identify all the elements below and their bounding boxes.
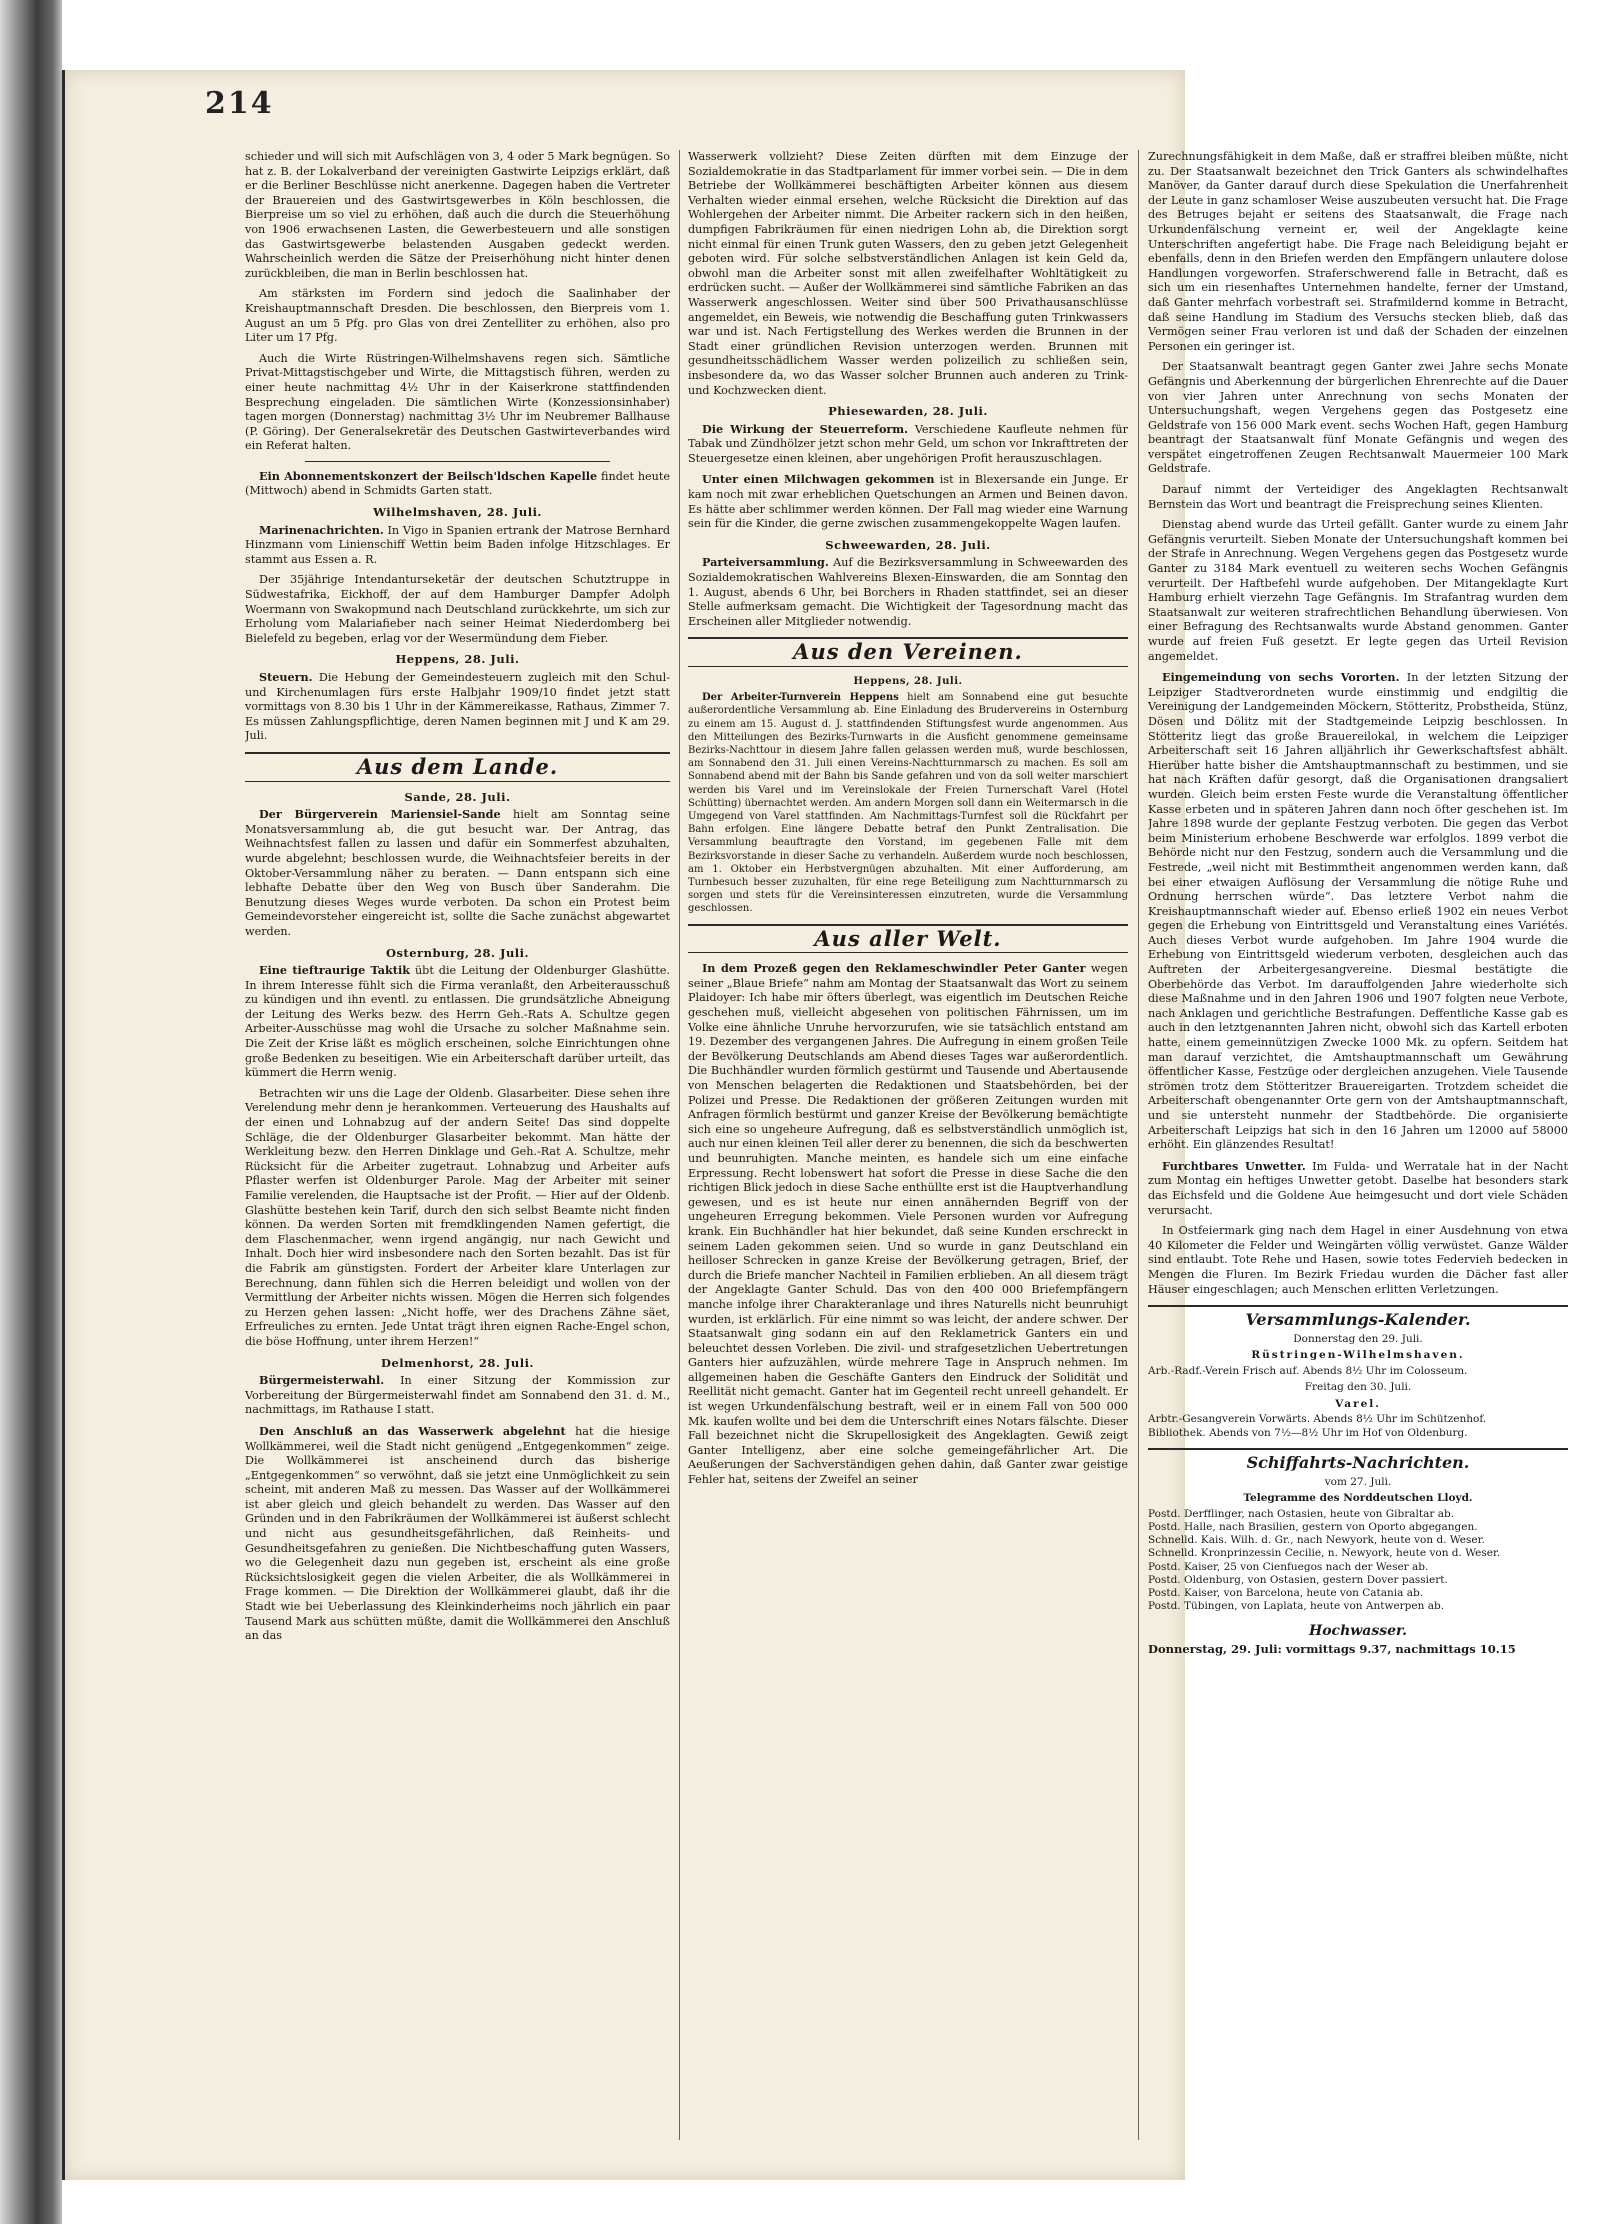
dateline: Schweewarden, 28. Juli. bbox=[825, 537, 991, 552]
headline: Parteiversammlung. bbox=[702, 555, 829, 570]
headline: Die Wirkung der Steuerreform. bbox=[702, 421, 909, 436]
intro-paragraph: Auch die Wirte Rüstringen-Wilhelmshavens regen sich. Sämtliche Privat-Mittagstischgeber und Wirte, die Mittagstisch führen, werden zu einer heute nachmittag 4½ Uhr in der Kaiserkrone stattfindenden Besprechung eingeladen. Die sämtlichen Wirte (Konzessionsinhaber) tagen morgen (Donnerstag) nachmittag 3½ Uhr im Neubremer Ballhause (P. Göring). Der Generalsekretär des Deutschen Gastwirteverbandes wird ein Referat halten. bbox=[245, 351, 670, 453]
intro-paragraph: schieder und will sich mit Aufschlägen von 3, 4 oder 5 Mark begnügen. So hat z. B. der Lokalverband der vereinigten Gastwirte Leipzigs erklärt, daß er die Berliner Beschlüsse nicht anerkenne. Dagegen haben die Vertreter der Brauereien und des Gastwirtsgewerbes in Köln beschlossen, die Bierpreise um so viel zu erhöhen, daß auch die durch die Steuerhöhung von 1906 erwachsenen Lasten, die Gewerbesteuern und alle sonstigen das Gastwirtsgewerbe belastenden Ausgaben gedeckt werden. Wahrscheinlich werden die Sätze der Preiserhöhung nicht hinter denen zurückbleiben, die man in Berlin beschlossen hat. bbox=[245, 150, 670, 280]
article-turnverein bbox=[688, 691, 1128, 915]
article-concert bbox=[245, 469, 670, 499]
calendar-entry: Arb.-Radf.-Verein Frisch auf. Abends 8½ Uhr im Colosseum. bbox=[1148, 1364, 1468, 1377]
article-steuern bbox=[245, 670, 670, 744]
high-water-heading: Hochwasser. bbox=[1308, 1622, 1408, 1639]
divider bbox=[305, 461, 610, 462]
shipping-line: Postd. Oldenburg, von Ostasien, gestern Dover passiert. bbox=[1148, 1573, 1448, 1586]
article-buergermeister bbox=[245, 1373, 670, 1418]
article-unwetter bbox=[1148, 1159, 1568, 1218]
article-text: hielt am Sonntag seine Monatsversammlung ab, die gut besucht war. Der Antrag, das Weihnachtsfest fallen zu lassen und dafür ein Sommerfest abzuhalten, wurde abgelehnt; beschlossen wurde, die Weihnachtsfeier bereits in der Oktober-Versammlung näher zu beraten. — Dann entspann sich eine lebhafte Debatte über den Weg von Busch über Sanderahm. Die Benutzung dieses Weges wurde verboten. Da schon ein Protest beim Gemeindevorsteher eingereicht ist, sollte die Sache zunächst abgewartet werden. bbox=[245, 808, 670, 938]
shipping-heading: Schiffahrts-Nachrichten. bbox=[1148, 1448, 1568, 1471]
article-ganter bbox=[688, 961, 1128, 1487]
article-text: hat die hiesige Wollkämmerei, weil die Stadt nicht genügend „Entgegenkommen“ zeige. Die Wollkämmerei ist anscheinend durch das bisherige „Entgegenkommen“ so verwöhnt, daß sie jetzt eine Unmöglichkeit zu sein scheint, mit anderen Maß zu messen. Das Wasser auf der Wollkämmerei ist aber gleich und gleich behandelt zu werden. Das Wasser auf den Gründen und in den Fabrikräumen der Wollkämmerei ist äußerst schlecht und nicht aus gesundheitsgefährlichen, daß Reinheits- und Gesundheitsgefahren zu genießen. Die Nichtbeschaffung guten Wassers, wo die Gelegenheit dazu nun gegeben ist, erscheint als eine große Rücksichtslosigkeit gegen die vielen Arbeiter, die als Wollkämmerei in Frage kommen. — Die Direktion der Wollkämmerei glaubt, daß ihr die Stadt wie bei Ueberlassung des Kleinkinderheims noch jährlich ein paar Tausend Mark aus schütten müßte, damit die Wollkämmerei den Anschluß an das bbox=[245, 1424, 670, 1643]
article-text: hielt am Sonnabend eine gut besuchte außerordentliche Versammlung ab. Eine Einladung des Brudervereins in Osternburg zu einem am 15. August d. J. stattfindenden Stiftungsfest wurde angenommen. Aus den Mitteilungen des Bezirks-Turnwarts in die Ausficht genommene gemeinsame Bezirks-Nachttour in diesem Jahre fallen gelassen werden muß, wurde beschlossen, am Sonnabend den 31. Juli einen Vereins-Nachtturnmarsch zu machen. Es soll am Sonnabend abend mit der Bahn bis Sande gefahren und von da soll weiter marschiert werden bis Varel und im Vereinslokale der Freien Turnerschaft Varel (Hotel Schütting) übernachtet werden. Am andern Morgen soll dann ein Weitermarsch in die Umgegend von Varel stattfinden. Am Nachmittags-Turnfest soll die Rückfahrt per Bahn erfolgen. Eine längere Debatte betraf den Punkt Zentralisation. Die Versammlung beauftragte den Vorstand, im gegebenen Falle mit dem Bezirksvorstande in dieser Sache zu verhandeln. Außerdem wurde noch beschlossen, am 1. Oktober ein Herbstvergnügen abzuhalten. Mit einer Aufforderung, am Turnbesuch besser zuzuhalten, für eine rege Beteiligung zum Nachtturnmarsch zu sorgen und stets für die Vereinsinteressen einzutreten, wurde die Versammlung geschlossen. bbox=[688, 692, 1128, 915]
intro-paragraph: Dienstag abend wurde das Urteil gefällt. Ganter wurde zu einem Jahr Gefängnis verurteilt. Sieben Monate der Untersuchungshaft kommen bei der Strafe in Anrechnung. Wegen Vergehens gegen das Postgesetz wurde Ganter zu 3184 Mark eventuell zu weiteren sechs Wochen Gefängnis verurteilt. Der Haftbefehl wurde aufgehoben. Der Mitangeklagte Kurt Hamburg erhielt vierzehn Tage Gefängnis. Im Strafantrag wurden dem Staatsanwalt zur weiteren strafrechtlichen Behandlung überwiesen. Von einer Befragung des Rechtsanwalts wurde Abstand genommen. Ganter wurde auf freien Fuß gesetzt. Er legte gegen das Urteil Revision angemeldet. bbox=[1148, 518, 1568, 663]
article-milchwagen bbox=[688, 472, 1128, 531]
dateline: Heppens, 28. Juli. bbox=[853, 676, 963, 687]
article-text: Im Fulda- und Werratale hat in der Nacht zum Montag ein heftiges Unwetter getobt. Daselbe hat besonders stark das Eichsfeld und die Goldene Aue heimgesucht und dort viele Schäden verursacht. bbox=[1148, 1159, 1568, 1217]
article-text: wegen seiner „Blaue Briefe“ nahm am Montag der Staatsanwalt das Wort zu seinem Plaidoyer: Ich habe mir öfters überlegt, was eigentlich im Deutschen Reiche geschehen muß, vielleicht abgesehen von politischen Fährnissen, um im Volke eine ähnliche Unruhe hervorzurufen, wie sie tatsächlich entstand am 19. Dezember des vergangenen Jahres. Die Aufregung in einem großen Teile der Bevölkerung Deutschlands am Abend dieses Tages war außerordentlich. Die Buchhändler wurden förmlich gestürmt und Tausende und Abertausende von Menschen belagerten die Redaktionen und Staatsbehörden, bei der Polizei und Presse. Die Redaktionen der größeren Zeitungen wurden mit Anfragen förmlich bestürmt und ganzer Kreise der Bevölkerung bemächtigte sich eine so ungeheure Aufregung, daß es selbstverständlich unmöglich ist, auch nur einen kleinen Teil aller derer zu benennen, die sich da beschwerten und beunruhigten. Manche meinten, es handele sich um eine einfache Erpressung. Recht lobenswert hat sofort die Presse in diese Sache die den richtigen Blick jedoch in diese Sache enthüllte erst ist die Hauptverhandlung gewesen, und es ist heute nur einen annähernden Begriff von der ungeheuren Erregung bekommen. Viele Personen wurden vor Aufregung krank. Ein Buchhändler hat hier bekundet, daß seine Kunden erschreckt in seinem Laden gekommen seien. Und so wurde in ganz Deutschland ein heilloser Schrecken in ganze Kreise der Bevölkerung getragen, Brief, der durch die Briefe mancher Nachteil in Familien erblieben. An all diesem trägt der Angeklagte Ganter Schuld. Das von den 400 000 Briefempfängern manche infolge ihrer Charakteranlage und ihres Naturells nicht beunruhigt wurden, ist erklärlich. Für eine nimmt so was leicht, der andere schwer. Der Staatsanwalt ging sodann ein auf den Reklametrick Ganters ein und beleuchtet dessen Vorleben. Die zivil- und strafgesetzlichen Uebertretungen Ganters hier aufzuzählen, würde mehrere Tage in Anspruch nehmen. Im allgemeinen haben die Geschäfte Ganters den Eindruck der Solidität und Reellität nicht gemacht. Ganter hat im Gegenteil recht unreell gehandelt. Er ist wegen Urkundenfälschung bestraft, weil er in einem Fall von 500 000 Mk. kaufen wollte und bei dem die Unterschrift eines Notars fälschte. Dieser Fall bezeichnet nicht die Skrupellosigkeit des Angeklagten. Gewiß zeigt Ganter Intelligenz, aber eine solche gemeingefährlicher Art. Die Aeußerungen der Sachverständigen gehen dahin, daß Ganter zwar geistige Fehler hat, seitens der Zweifel an seiner bbox=[688, 962, 1128, 1487]
shipping-subheading: Telegramme des Norddeutschen Lloyd. bbox=[1243, 1492, 1473, 1505]
shipping-line: Schnelld. Kais. Wilh. d. Gr., nach Newyork, heute von d. Weser. bbox=[1148, 1534, 1485, 1547]
article-osternburg bbox=[245, 963, 670, 1081]
high-water-line: Donnerstag, 29. Juli: vormittags 9.37, nachmittags 10.15 bbox=[1148, 1642, 1516, 1657]
headline: Unter einen Milchwagen gekommen bbox=[702, 472, 935, 487]
headline: Den Anschluß an das Wasserwerk abgelehnt bbox=[259, 1423, 566, 1438]
column-3 bbox=[1148, 150, 1568, 2100]
headline: In dem Prozeß gegen den Reklameschwindler Peter Ganter bbox=[702, 961, 1086, 976]
shipping-line: Schnelld. Kronprinzessin Cecilie, n. Newyork, heute von d. Weser. bbox=[1148, 1547, 1501, 1560]
dateline: Delmenhorst, 28. Juli. bbox=[381, 1355, 534, 1370]
article-paragraph: In Ostfeiermark ging nach dem Hagel in einer Ausdehnung von etwa 40 Kilometer die Felder und Weingärten völlig verwüstet. Ganze Wälder sind entlaubt. Tote Rehe und Hasen, sowie totes Federvieh bedecken in Mengen die Fluren. Im Bezirk Friedau wurden die Dächer fast aller Häuser eingeschlagen; auch Menschen erlitten Verletzungen. bbox=[1148, 1224, 1568, 1296]
headline: Der Arbeiter-Turnverein Heppens bbox=[702, 692, 899, 704]
headline: Ein Abonnementskonzert der Beilsch'ldschen Kapelle bbox=[259, 468, 598, 483]
dateline: Phiesewarden, 28. Juli. bbox=[828, 404, 988, 419]
shipping-line: Postd. Derfflinger, nach Ostasien, heute von Gibraltar ab. bbox=[1148, 1507, 1455, 1520]
headline: Eine tieftraurige Taktik bbox=[259, 963, 410, 978]
article-paragraph: Der 35jährige Intendanturseketär der deutschen Schutztruppe in Südwestafrika, Eickhoff, der auf dem Hamburger Dampfer Adolph Woermann von Swakopmund nach Deutschland zurückkehrte, um sich zur Erholung vom Malariafieber nach seiner Heimat Niederdomberg bei Bielefeld zu begeben, erlag vor der Wesermündung dem Fieber. bbox=[245, 573, 670, 645]
article-eingemeindung bbox=[1148, 670, 1568, 1153]
headline: Furchtbares Unwetter. bbox=[1162, 1158, 1306, 1173]
article-text: findet heute (Mittwoch) abend in Schmidts Garten statt. bbox=[245, 469, 670, 498]
shipping-line: Postd. Halle, nach Brasilien, gestern von Oporto abgegangen. bbox=[1148, 1521, 1478, 1534]
book-binding bbox=[0, 0, 62, 2224]
headline: Bürgermeisterwahl. bbox=[259, 1373, 385, 1388]
dateline: Wilhelmshaven, 28. Juli. bbox=[373, 505, 542, 520]
intro-paragraph: Darauf nimmt der Verteidiger des Angeklagten Rechtsanwalt Bernstein das Wort und beantragt die Freisprechung seines Klienten. bbox=[1148, 483, 1568, 511]
section-heading: Aus den Vereinen. bbox=[688, 637, 1128, 667]
headline: Der Bürgerverein Mariensiel-Sande bbox=[259, 807, 501, 822]
calendar-heading: Versammlungs-Kalender. bbox=[1148, 1305, 1568, 1328]
intro-paragraph: Wasserwerk vollzieht? Diese Zeiten dürften mit dem Einzuge der Sozialdemokratie in das Stadtparlament für immer vorbei sein. — Die in dem Betriebe der Wollkämmerei beschäftigten Arbeiter können aus diesem Verhalten wieder einmal ersehen, welche Rücksicht die Direktion auf das Wohlergehen der Arbeiter nimmt. Die Arbeiter rackern sich in den heißen, dumpfigen Fabrikräumen für einen niedrigen Lohn ab, die Direktion sorgt nicht einmal für einen Trunk guten Wassers, den zu geben jetzt Gelegenheit geboten wird. Für solche selbstverständlichen Anlagen ist kein Geld da, obwohl man die Arbeiter sonst mit allen zweifelhafter Wohltätigkeit zu erdrücken sucht. — Außer der Wollkämmerei sind sämtliche Fabriken an das Wasserwerk angeschlossen. Weiter sind über 500 Privathausanschlüsse angemeldet, ein Beweis, wie notwendig die Beschaffung guten Trinkwassers war und ist. Nach Fertigstellung des Werkes werden die Brunnen in der Stadt einer gründlichen Revision unterzogen werden. Brunnen mit gesundheitsschädlichem Wasser werden polizeilich zu schließen sein, insbesondere da, wo das Wasser solcher Brunnen auch anderen zu Trink- und Kochzwecken dient. bbox=[688, 150, 1128, 397]
shipping-date: vom 27. Juli. bbox=[1324, 1475, 1392, 1488]
page-number: 214 bbox=[205, 86, 274, 121]
column-1 bbox=[245, 150, 670, 2150]
article-steuerreform bbox=[688, 422, 1128, 467]
intro-paragraph: Am stärksten im Fordern sind jedoch die Saalinhaber der Kreishauptmannschaft Dresden. Die beschlossen, den Bierpreis vom 1. August an um 5 Pfg. pro Glas von drei Zentelliter zu erhöhen, also pro Liter um 17 Pfg. bbox=[245, 287, 670, 345]
article-marine bbox=[245, 523, 670, 568]
article-partei bbox=[688, 555, 1128, 629]
article-text: Verschiedene Kaufleute nehmen für Tabak und Zündhölzer jetzt schon mehr Geld, um schon vor Inkrafttreten der Steuergesetze einen kleinen, aber ungehörigen Profit herauszuschlagen. bbox=[688, 422, 1128, 465]
intro-paragraph: Zurechnungsfähigkeit in dem Maße, daß er straffrei bleiben müßte, nicht zu. Der Staatsanwalt bezeichnet den Trick Ganters als schwindelhaftes Manöver, da Ganter darauf durch diese Spekulation die Unerfahrenheit der Leute in ganz schamloser Weise auszubeuten versucht hat. Die Frage des Betruges bejaht er seitens des Staatsanwalt, die Frage nach Urkundenfälschung verneint er, weil der Angeklagte keine Unterschriften angefertigt habe. Die Frage nach Beleidigung bejaht er ebenfalls, denn in den Briefen werden den Empfängern unlautere dolose Handlungen vorgeworfen. Straferschwerend falle in Betracht, daß es sich um ein riesenhaftes Unternehmen handelte, ferner der Umstand, daß Ganter mehrfach vorbestraft sei. Strafmildernd komme in Betracht, daß seine Handlung im Stadium des Versuchs stecken blieb, daß das Vermögen seiner Frau verloren ist und daß der Schaden der einzelnen Personen ein geringer ist. bbox=[1148, 150, 1568, 353]
calendar-entry: Bibliothek. Abends von 7½—8½ Uhr im Hof von Oldenburg. bbox=[1148, 1427, 1468, 1440]
article-text: übt die Leitung der Oldenburger Glashütte. In ihrem Interesse fühlt sich die Firma veranlaßt, den Arbeiterausschuß zu kündigen und ihn eventl. zu entlassen. Die grundsätzliche Abneigung der Leitung des Werks bezw. des Herrn Geh.-Rats A. Schultze gegen Arbeiter-Ausschüsse mag wohl die Ursache zu solcher Maßnahme sein. Die Zeit der Krise läßt es möglich erscheinen, solche Einrichtungen ohne große Bedenken zu beseitigen. Wie ein Arbeiterschaft darüber urteilt, das kümmert die Herrn wenig. bbox=[245, 964, 670, 1080]
dateline: Osternburg, 28. Juli. bbox=[385, 945, 530, 960]
article-text: ist in Blexersande ein Junge. Er kam noch mit zwar erheblichen Quetschungen an Armen und Beinen davon. Es hätte aber schlimmer werden können. Der Fall mag wieder eine Warnung sein für die Kinder, die gerne zwischen zusammengekoppelte Wagen laufen. bbox=[688, 473, 1128, 531]
shipping-line: Postd. Kaiser, 25 von Cienfuegos nach der Weser ab. bbox=[1148, 1560, 1429, 1573]
calendar-date: Freitag den 30. Juli. bbox=[1304, 1380, 1412, 1393]
article-text: In einer Sitzung der Kommission zur Vorbereitung der Bürgermeisterwahl findet am Sonnabend den 31. d. M., nachmittags, im Rathause I statt. bbox=[245, 1374, 670, 1417]
article-text: Auf die Bezirksversammlung in Schweewarden des Sozialdemokratischen Wahlvereins Blexen-Einswarden, die am Sonntag den 1. August, abends 6 Uhr, bei Borchers in Rhaden stattfindet, sei an dieser Stelle aufmerksam gemacht. Die Wichtigkeit der Tagesordnung macht das Erscheinen aller Mitglieder notwendig. bbox=[688, 556, 1128, 628]
dateline: Heppens, 28. Juli. bbox=[395, 652, 520, 667]
calendar-entry: Arbtr.-Gesangverein Vorwärts. Abends 8½ Uhr im Schützenhof. bbox=[1148, 1413, 1487, 1426]
column-rule-1 bbox=[679, 150, 680, 2140]
article-paragraph: Betrachten wir uns die Lage der Oldenb. Glasarbeiter. Diese sehen ihre Verelendung mehr denn je herankommen. Verteuerung des Haushalts auf der einen und Lohnabzug auf der andern Seite! Das sind doppelte Schläge, die der Oldenburger Glasarbeiter bekommt. Man hätte der Werkleitung bezw. den Herren Dinklage und Geh.-Rat A. Schultze, mehr Rücksicht für die Arbeiter zugetraut. Lohnabzug und Arbeiter aufs Pflaster werfen ist Oldenburger Parole. Mag der Arbeiter mit seiner Familie verelenden, die Hauptsache ist der Profit. — Hier auf der Oldenb. Glashütte bestehen kein Tarif, durch den sich selbst Beamte nicht finden können. Da werden Sorten mit fremdklingenden Namen gefertigt, die dem Flaschenmacher, wenn irgend angängig, nur nach Gewicht und Inhalt. Doch hier wird insbesondere nach den Sorten bezahlt. Das ist für die Fabrik am günstigsten. Fordert der Arbeiter klare Unterlagen zur Berechnung, dann fühlen sich die Herren beleidigt und wollen von der Vermittlung der Arbeiter nichts wissen. Mögen die Herren sich folgendes zu Herzen gehen lassen: „Nicht hoffe, wer des Drachens Zähne säet, Erfreuliches zu ernten. Jede Untat trägt ihren eignen Rache-Engel schon, die böse Hoffnung, unter ihrem Herzen!“ bbox=[245, 1086, 670, 1348]
calendar-location: Rüstringen-Wilhelmshaven. bbox=[1251, 1349, 1465, 1362]
calendar-location: Varel. bbox=[1335, 1397, 1381, 1410]
dateline: Sande, 28. Juli. bbox=[404, 789, 511, 804]
article-text: In Vigo in Spanien ertrank der Matrose Bernhard Hinzmann vom Linienschiff Wettin beim Baden infolge Hitzschlages. Er stammt aus Essen a. R. bbox=[245, 523, 670, 566]
section-heading: Aus dem Lande. bbox=[245, 752, 670, 782]
article-text: Die Hebung der Gemeindesteuern zugleich mit den Schul- und Kirchenumlagen fürs erste Halbjahr 1909/10 findet jetzt statt vormittags von 8.30 bis 1 Uhr in der Kämmereikasse, Rathaus, Zimmer 7. Es müssen Zahlungspflichtige, deren Namen beginnen mit J und K am 29. Juli. bbox=[245, 671, 670, 743]
shipping-line: Postd. Tübingen, von Laplata, heute von Antwerpen ab. bbox=[1148, 1600, 1445, 1613]
headline: Eingemeindung von sechs Vororten. bbox=[1162, 670, 1400, 685]
article-text: In der letzten Sitzung der Leipziger Stadtverordneten wurde einstimmig und endgiltig die Vereinigung der Landgemeinden Möckern, Stötteritz, Probstheida, Stünz, Dösen und Dölitz mit der Stadtgemeinde Leipzig beschlossen. In Stötteritz liegt das große Brauereilokal, in welchem die Leipziger Arbeiterschaft seit 16 Jahren alljährlich ihr Gewerkschaftsfest abhält. Hierüber hatte bisher die Amtshauptmannschaft zu bestimmen, und sie hat nach Kräften dafür gesorgt, daß die Organisationen drangsaliert wurden. Gleich beim ersten Feste wurde die Veranstaltung öffentlicher Kasse erbeten und in späteren Jahren dann noch öfter geschehen ist. Im Jahre 1898 wurde der geplante Festzug verboten. Die gegen das Verbot beim Ministerium erhobene Beschwerde war erfolglos. 1899 verbot die Behörde nicht nur den Festzug, sondern auch die Versammlung und die Festrede, „weil nicht mit Bestimmtheit angenommen werden kann, daß bei einer etwaigen Auflösung der Versammlung die nötige Ruhe und Ordnung herrschen würde“. Das letztere Verbot nahm die Kreishauptmannschaft wieder auf. Ebenso erließ 1902 ein neues Verbot gegen die Erhebung von Eintrittsgeld und Veranstaltung eines Variétés. Auch dieses Verbot wurde aufgehoben. Im Jahre 1904 wurde die Erhebung von Eintrittsgeld wiederum verboten, desgleichen auch das Auftreten der Arbeitergesangvereine. Diesmal bestätigte die Oberbehörde das Verbot. Im darauffolgenden Jahre wiederholte sich diese Maßnahme und in den Jahren 1906 und 1907 folgten neue Verbote, nach Anklagen und gerichtliche Bestrafungen. Deffentliche Kasse gab es auch in den letztgenannten Jahren nicht, obwohl sich das Kartell erboten hatte, einem gemeinnützigen Zwecke 1000 Mk. zu opfern. Seitdem hat man darauf verzichtet, die Amtshauptmannschaft um Gewährung öffentlicher Kasse, Festzüge oder dergleichen anzugehen. Viele Tausende strömen trotz dem Stötteritzer Brauereigarten. Trotzdem scheidet die Arbeiterschaft obengenannter Orte gern von der Amtshauptmannschaft, und sie untersteht nunmehr der Stadtbehörde. Die organisierte Arbeiterschaft Leipzigs hat sich in den 16 Jahren um 12000 auf 58000 erhöht. Ein glänzendes Resultat! bbox=[1148, 671, 1568, 1152]
calendar-date: Donnerstag den 29. Juli. bbox=[1293, 1332, 1423, 1345]
column-rule-2 bbox=[1138, 150, 1139, 2140]
intro-paragraph: Der Staatsanwalt beantragt gegen Ganter zwei Jahre sechs Monate Gefängnis und Aberkennung der bürgerlichen Ehrenrechte auf die Dauer von vier Jahren unter Anrechnung von sechs Monaten der Untersuchungshaft, wegen Vergehens gegen das Postgesetz eine Geldstrafe von 156 000 Mark event. sechs Wochen Haft, gegen Hamburg beantragt der Staatsanwalt fünf Monate Gefängnis und wegen des verspätet eingetroffenen Zeugen Rechtsanwalt Mauermeier 100 Mark Geldstrafe. bbox=[1148, 360, 1568, 476]
article-wasserwerk bbox=[245, 1424, 670, 1644]
column-2 bbox=[688, 150, 1128, 2130]
headline: Steuern. bbox=[259, 670, 313, 684]
shipping-line: Postd. Kaiser, von Barcelona, heute von Catania ab. bbox=[1148, 1587, 1424, 1600]
headline: Marinenachrichten. bbox=[259, 522, 384, 537]
section-heading: Aus aller Welt. bbox=[688, 924, 1128, 954]
article-sande bbox=[245, 807, 670, 939]
